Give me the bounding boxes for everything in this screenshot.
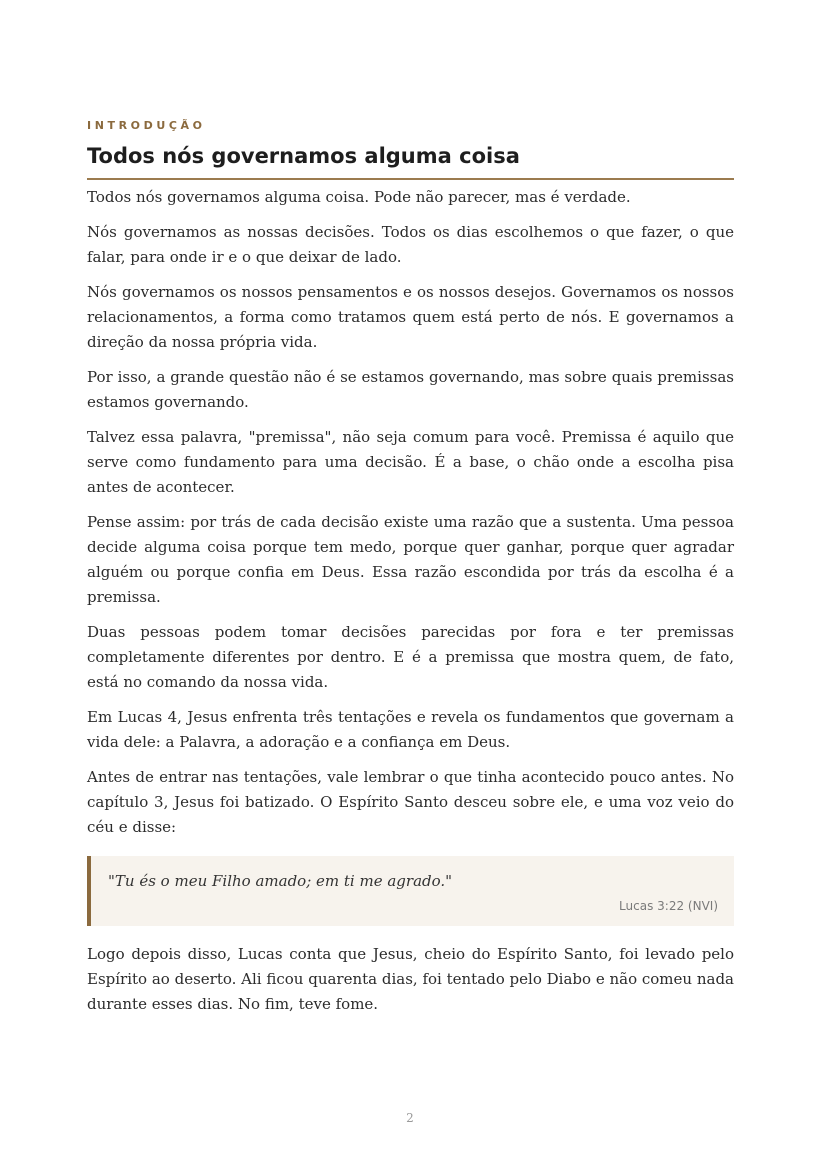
body-text-after-quote [87, 942, 734, 1017]
document-page [87, 119, 734, 1017]
section-kicker: INTRODUÇÃO [87, 119, 206, 132]
paragraph: Pense assim: por trás de cada decisão existe uma razão que a sustenta. Uma pessoa decide alguma coisa porque tem medo, porque quer ganhar, porque quer agradar alguém ou porque confia em Deus. Essa razão escondida por trás da escolha é a premissa. [87, 513, 734, 606]
paragraph: Nós governamos as nossas decisões. Todos os dias escolhemos o que fazer, o que falar, para onde ir e o que deixar de lado. [87, 223, 734, 266]
paragraph: Por isso, a grande questão não é se estamos governando, mas sobre quais premissas estamos governando. [87, 368, 734, 411]
paragraph: Todos nós governamos alguma coisa. Pode não parecer, mas é verdade. [87, 188, 631, 206]
page-number: 2 [406, 1111, 414, 1125]
paragraph: Logo depois disso, Lucas conta que Jesus, cheio do Espírito Santo, foi levado pelo Espírito ao deserto. Ali ficou quarenta dias, foi tentado pelo Diabo e não comeu nada durante esses dias. No fim, teve fome. [87, 945, 734, 1013]
paragraph: Antes de entrar nas tentações, vale lembrar o que tinha acontecido pouco antes. No capítulo 3, Jesus foi batizado. O Espírito Santo desceu sobre ele, e uma voz veio do céu e disse: [87, 768, 734, 836]
quote-reference: Lucas 3:22 (NVI) [619, 899, 718, 913]
section-title: Todos nós governamos alguma coisa [87, 143, 734, 180]
paragraph: Duas pessoas podem tomar decisões parecidas por fora e ter premissas completamente diferentes por dentro. E é a premissa que mostra quem, de fato, está no comando da nossa vida. [87, 623, 734, 691]
paragraph: Em Lucas 4, Jesus enfrenta três tentações e revela os fundamentos que governam a vida dele: a Palavra, a adoração e a confiança em Deus. [87, 708, 734, 751]
body-text-before-quote [87, 185, 734, 840]
quote-text: "Tu és o meu Filho amado; em ti me agrado." [108, 872, 453, 890]
paragraph: Nós governamos os nossos pensamentos e os nossos desejos. Governamos os nossos relacionamentos, a forma como tratamos quem está perto de nós. E governamos a direção da nossa própria vida. [87, 283, 734, 351]
paragraph: Talvez essa palavra, "premissa", não seja comum para você. Premissa é aquilo que serve como fundamento para uma decisão. É a base, o chão onde a escolha pisa antes de acontecer. [87, 428, 734, 496]
scripture-quote [87, 856, 734, 926]
